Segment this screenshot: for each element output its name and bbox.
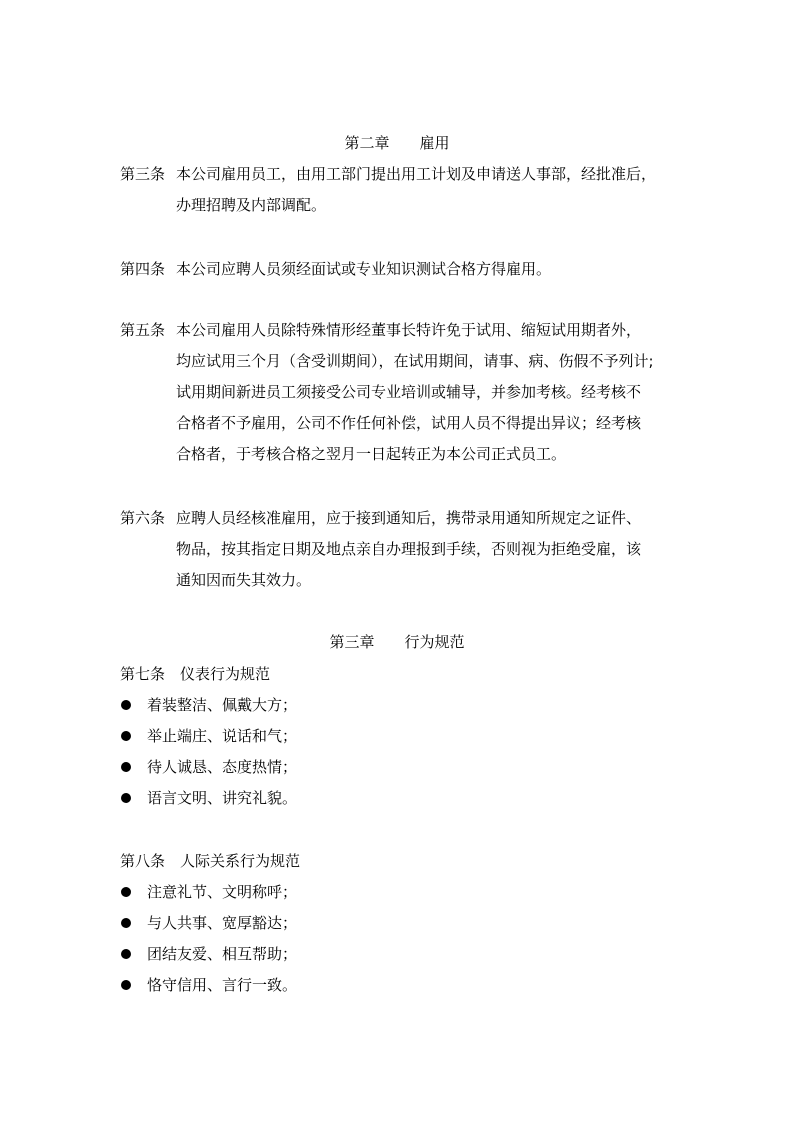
list-item-text: 注意礼节、文明称呼； (147, 883, 298, 901)
article-6-number: 第六条 (120, 509, 166, 527)
article-5-line-2: 均应试用三个月（含受训期间），在试用期间，请事、病、伤假不予列计; (176, 352, 654, 370)
list-item-text: 待人诚恳、态度热情； (147, 758, 298, 776)
list-item-text: 恪守信用、言行一致。 (147, 976, 298, 994)
article-5-line-1: 本公司雇用人员除特殊情形经董事长特许免于试用、缩短试用期者外， (176, 321, 642, 339)
article-5-line-3: 试用期间新进员工须接受公司专业培训或辅导，并参加考核。经考核不 (176, 383, 642, 401)
list-item (120, 876, 680, 907)
article-7-list (120, 689, 680, 813)
article-3-body (176, 159, 680, 221)
bullet-icon (121, 793, 131, 803)
article-6-line-1: 应聘人员经核准雇用，应于接到通知后，携带录用通知所规定之证件、 (176, 509, 642, 527)
article-8-list (120, 876, 680, 1000)
article-6-line-2: 物品，按其指定日期及地点亲自办理报到手续，否则视为拒绝受雇，该 (176, 540, 642, 558)
list-item (120, 720, 680, 751)
article-8-heading: 第八条 人际关系行为规范 (120, 852, 301, 870)
list-item-text: 着装整洁、佩戴大方； (147, 696, 298, 714)
article-5-line-5: 合格者，于考核合格之翌月一日起转正为本公司正式员工。 (176, 445, 567, 463)
article-3 (120, 159, 680, 221)
article-7-heading: 第七条 仪表行为规范 (120, 665, 271, 683)
list-item (120, 969, 680, 1000)
bullet-icon (121, 762, 131, 772)
article-5 (120, 315, 680, 470)
article-4-number: 第四条 (120, 260, 166, 278)
chapter-3-title: 第三章 行为规范 (329, 633, 465, 651)
article-5-line-4: 合格者不予雇用，公司不作任何补偿，试用人员不得提出异议；经考核 (176, 414, 642, 432)
article-4-line-1: 本公司应聘人员须经面试或专业知识测试合格方得雇用。 (176, 260, 552, 278)
article-3-line-2: 办理招聘及内部调配。 (176, 196, 327, 214)
bullet-icon (121, 700, 131, 710)
article-4 (120, 254, 680, 285)
list-item-text: 举止端庄、说话和气； (147, 727, 298, 745)
list-item-text: 与人共事、宽厚豁达； (147, 914, 298, 932)
bullet-icon (121, 949, 131, 959)
article-6-line-3: 通知因而失其效力。 (176, 571, 312, 589)
bullet-icon (121, 887, 131, 897)
article-4-body (176, 254, 680, 285)
list-item (120, 751, 680, 782)
list-item-text: 语言文明、讲究礼貌。 (147, 789, 298, 807)
article-6 (120, 503, 680, 596)
article-3-line-1: 本公司雇用员工，由用工部门提出用工计划及申请送人事部，经批准后， (176, 165, 657, 183)
list-item (120, 689, 680, 720)
article-5-number: 第五条 (120, 321, 166, 339)
list-item (120, 782, 680, 813)
chapter-2-title: 第二章 雇用 (344, 134, 450, 152)
article-6-body (176, 503, 680, 596)
bullet-icon (121, 918, 131, 928)
article-3-number: 第三条 (120, 165, 166, 183)
list-item-text: 团结友爱、相互帮助； (147, 945, 298, 963)
list-item (120, 907, 680, 938)
bullet-icon (121, 731, 131, 741)
bullet-icon (121, 980, 131, 990)
article-5-body (176, 315, 680, 470)
list-item (120, 938, 680, 969)
